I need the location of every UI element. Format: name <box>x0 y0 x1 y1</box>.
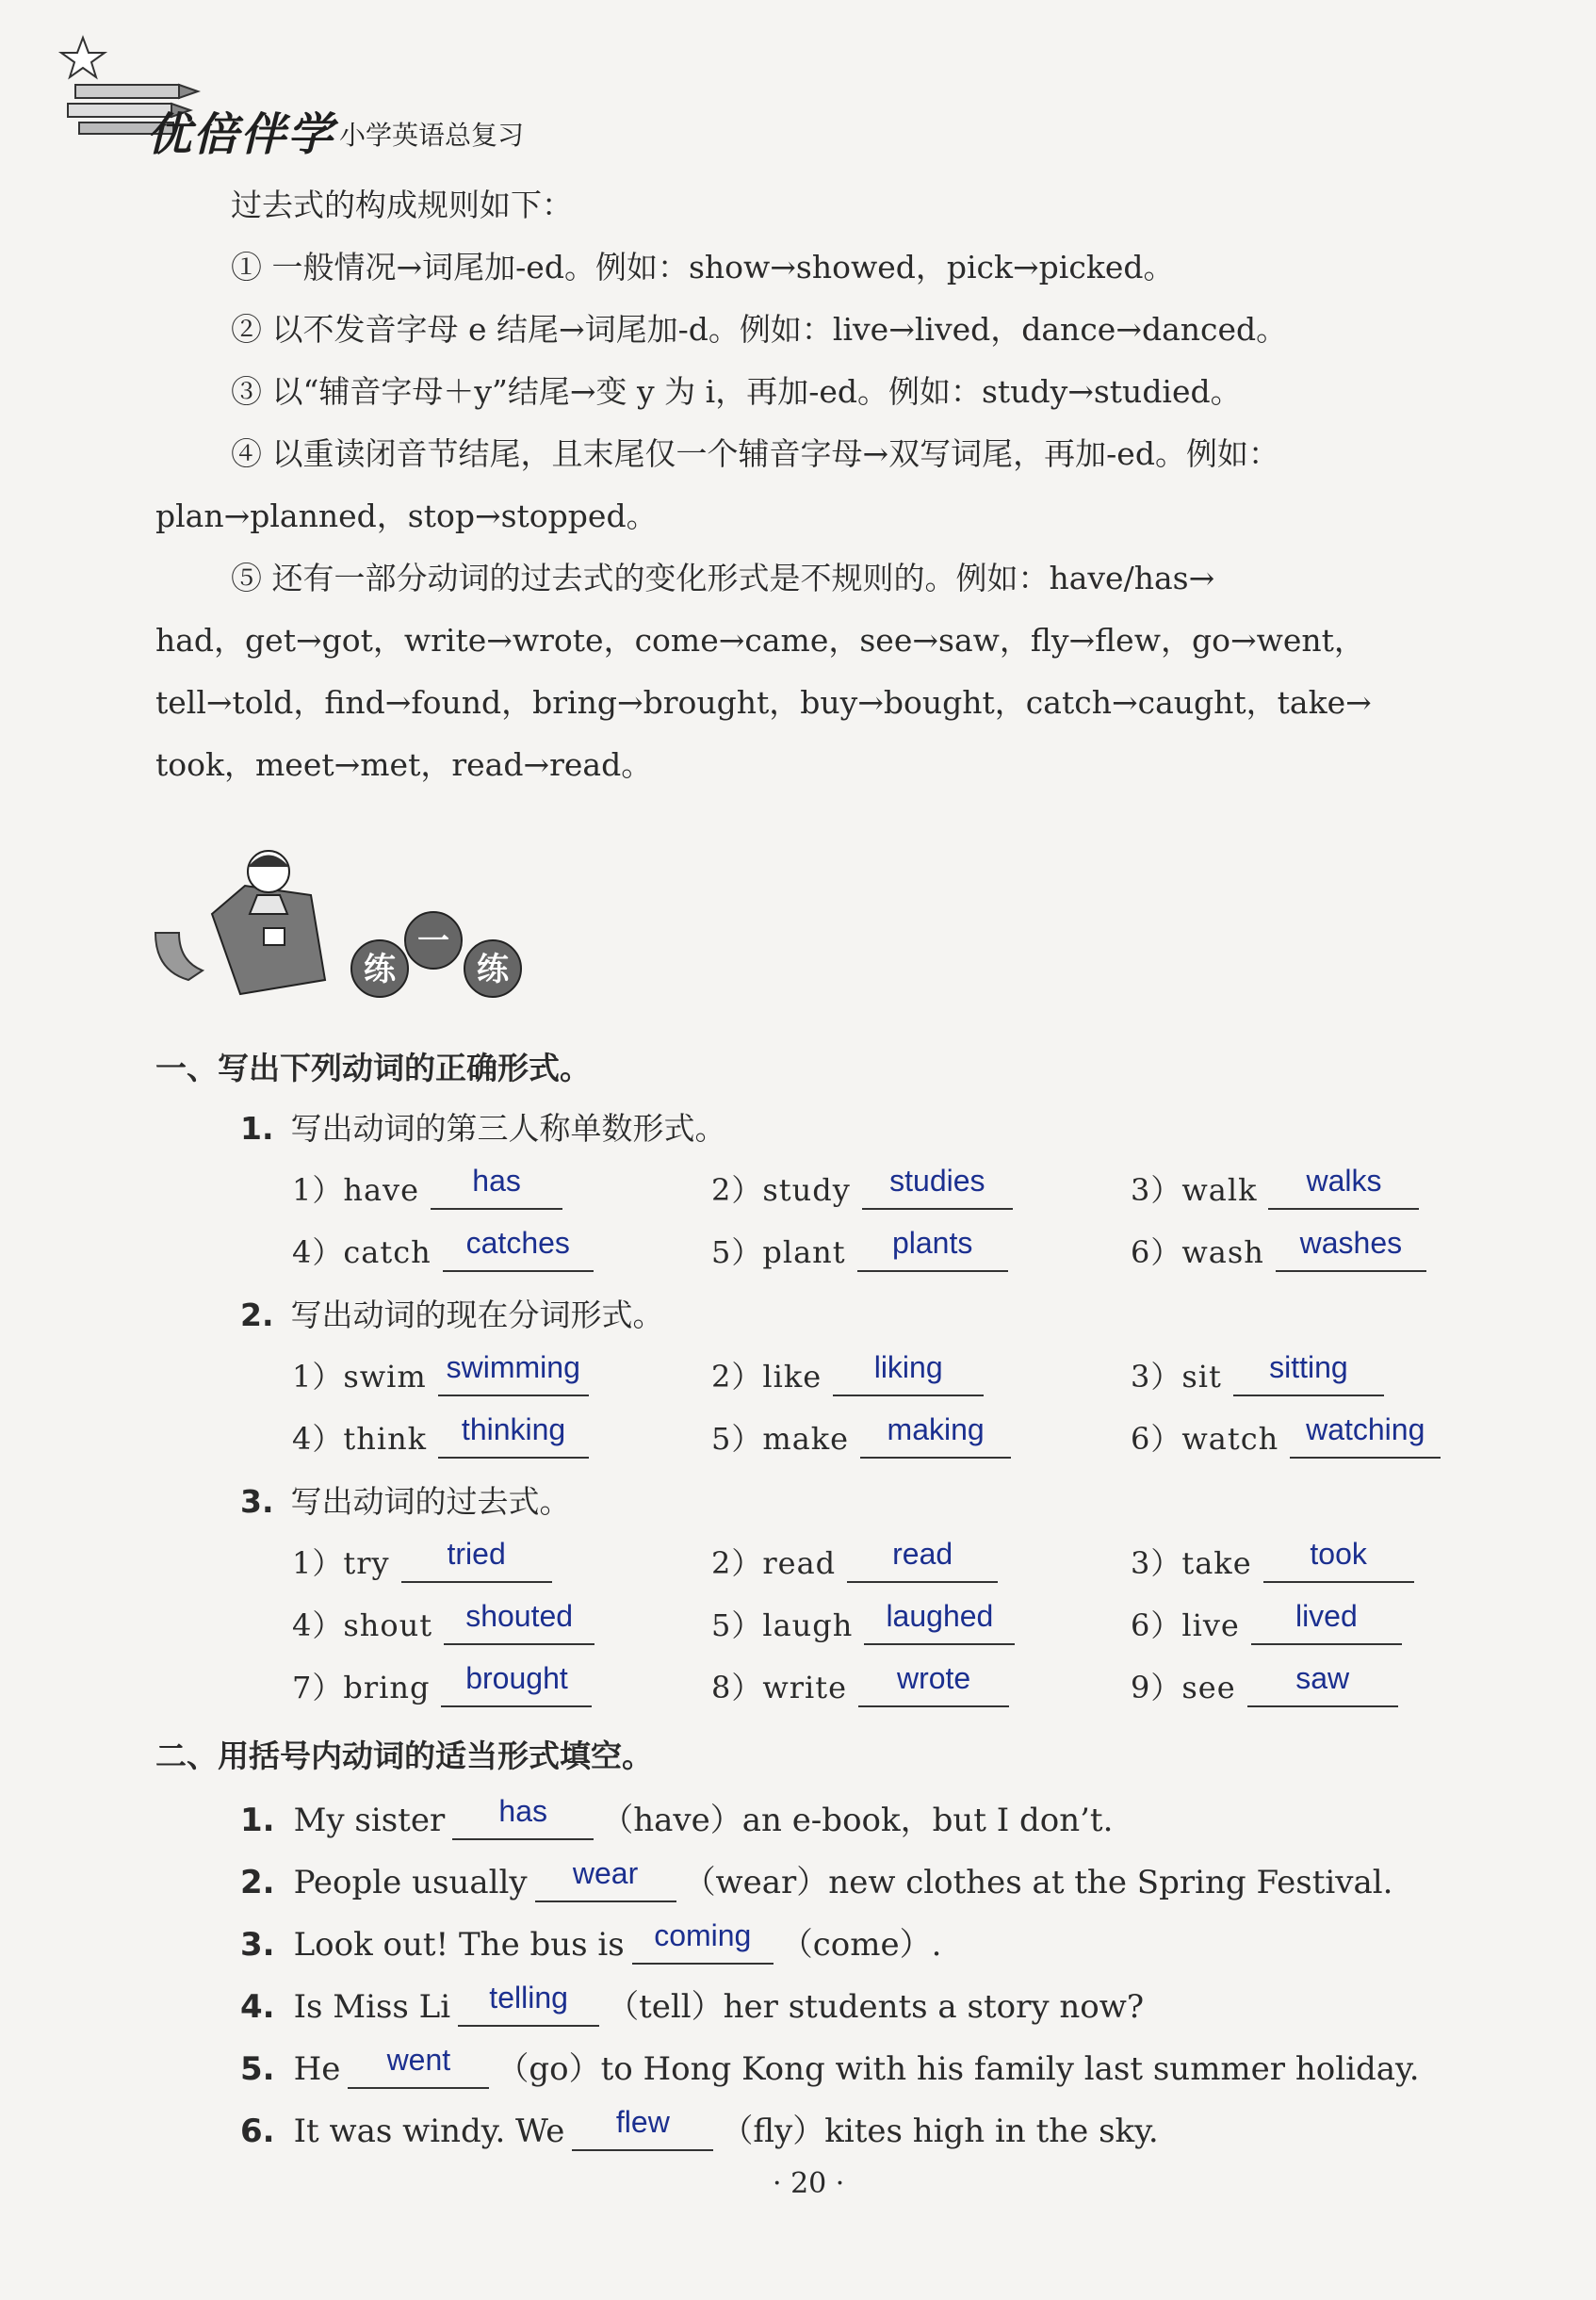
answer-blank[interactable]: catches <box>443 1229 594 1272</box>
rule-5-cont-2: tell→told，find→found，bring→brought，buy→bought，catch→caught，take→ <box>155 684 1372 721</box>
answer-blank[interactable]: went <box>348 2046 489 2089</box>
sentence-item: 3. Look out! The bus is coming （come）. <box>240 1918 942 1964</box>
part-1-number: 1. <box>240 1110 274 1147</box>
rule-5: ⑤ 还有一部分动词的过去式的变化形式是不规则的。例如：have/has→ <box>231 560 1215 596</box>
part-1-text: 写出动词的第三人称单数形式。 <box>290 1110 726 1147</box>
exercise-row <box>292 1166 1479 1223</box>
rule-4: ④ 以重读闭音节结尾，且末尾仅一个辅音字母→双写词尾，再加-ed。例如： <box>231 435 1279 472</box>
answer-blank[interactable]: has <box>431 1166 562 1210</box>
page-number: · 20 · <box>773 2167 845 2200</box>
answer-blank[interactable]: plants <box>857 1229 1008 1272</box>
answer-blank[interactable]: took <box>1263 1540 1414 1583</box>
rule-1: ① 一般情况→词尾加-ed。例如：show→showed，pick→picked。 <box>231 249 1175 285</box>
answer-blank[interactable]: telling <box>458 1983 599 2027</box>
answer-blank[interactable]: sitting <box>1233 1353 1384 1396</box>
answer-blank[interactable]: liking <box>833 1353 984 1396</box>
rule-5-cont-3: took，meet→met，read→read。 <box>155 746 653 783</box>
exercise-item: 6）wash washes <box>1131 1229 1426 1272</box>
rule-2: ② 以不发音字母 e 结尾→词尾加-d。例如：live→lived，dance→danced。 <box>231 311 1288 348</box>
answer-blank[interactable]: coming <box>632 1921 774 1965</box>
answer-blank[interactable]: wear <box>535 1859 676 1902</box>
exercise-item: 2）read read <box>711 1540 998 1583</box>
practice-char-1: 练 <box>364 951 396 988</box>
answer-blank[interactable]: lived <box>1251 1602 1402 1645</box>
exercise-item: 1）have has <box>292 1166 562 1210</box>
answer-blank[interactable]: watching <box>1290 1415 1441 1459</box>
sentence-item: 2. People usually wear （wear）new clothes at the Spring Festival. <box>240 1856 1393 1901</box>
rule-5-cont-1: had，get→got，write→wrote，come→came，see→saw，fly→flew，go→went， <box>155 622 1365 659</box>
exercise-item: 4）shout shouted <box>292 1602 594 1645</box>
brand-title: 优倍伴学 <box>146 108 335 161</box>
book-subtitle: 小学英语总复习 <box>339 120 525 151</box>
exercise-item: 5）plant plants <box>711 1229 1008 1272</box>
part-2-title <box>240 1291 664 1335</box>
rules-intro: 过去式的构成规则如下： <box>231 187 573 223</box>
practice-char-2: 一 <box>417 922 449 960</box>
exercise-item: 5）make making <box>711 1415 1011 1459</box>
sentence-item: 5. He went （go）to Hong Kong with his family last summer holiday. <box>240 2043 1420 2088</box>
part-1-title <box>240 1104 726 1149</box>
exercise-item: 1）try tried <box>292 1540 552 1583</box>
answer-blank[interactable]: thinking <box>438 1415 589 1459</box>
exercise-item: 6）live lived <box>1131 1602 1402 1645</box>
part-3-text: 写出动词的过去式。 <box>290 1483 571 1520</box>
exercise-row <box>292 1350 1479 1410</box>
answer-blank[interactable]: studies <box>862 1166 1013 1210</box>
answer-blank[interactable]: swimming <box>438 1353 589 1396</box>
practice-title <box>351 912 521 997</box>
answer-blank[interactable]: shouted <box>444 1602 594 1645</box>
exercise-item: 3）sit sitting <box>1131 1353 1384 1396</box>
exercise-row <box>292 1537 1479 1596</box>
exercise-item: 8）write wrote <box>711 1664 1009 1707</box>
answer-blank[interactable]: flew <box>572 2108 713 2151</box>
exercise-item: 6）watch watching <box>1131 1415 1441 1459</box>
answer-blank[interactable]: has <box>452 1797 594 1840</box>
sentence-item: 6. It was windy. We flew （fly）kites high in the sky. <box>240 2105 1159 2150</box>
answer-blank[interactable]: walks <box>1268 1166 1419 1210</box>
exercise-item: 3）walk walks <box>1131 1166 1419 1210</box>
sentence-item: 1. My sister has （have）an e-book，but I don’t. <box>240 1794 1114 1839</box>
answer-blank[interactable]: making <box>860 1415 1011 1459</box>
answer-blank[interactable]: brought <box>441 1664 592 1707</box>
exercise-item: 2）study studies <box>711 1166 1013 1210</box>
practice-banner <box>146 829 542 1018</box>
part-3-number: 3. <box>240 1483 274 1520</box>
part-3-title <box>240 1477 571 1522</box>
rule-4-cont: plan→planned，stop→stopped。 <box>155 498 658 534</box>
part-2-text: 写出动词的现在分词形式。 <box>290 1297 664 1333</box>
section-2-title: 二、用括号内动词的适当形式填空。 <box>155 1737 653 1774</box>
exercise-row <box>292 1599 1479 1658</box>
sentence-item: 4. Is Miss Li telling （tell）her students a story now? <box>240 1981 1145 2026</box>
section-1-title: 一、写出下列动词的正确形式。 <box>155 1050 591 1086</box>
answer-blank[interactable]: wrote <box>858 1664 1009 1707</box>
answer-blank[interactable]: laughed <box>864 1602 1015 1645</box>
exercise-item: 7）bring brought <box>292 1664 592 1707</box>
answer-blank[interactable]: tried <box>401 1540 552 1583</box>
exercise-item: 9）see saw <box>1131 1664 1398 1707</box>
girl-on-house-illustration-icon <box>155 851 325 994</box>
exercise-item: 1）swim swimming <box>292 1353 589 1396</box>
page-header <box>57 28 716 160</box>
exercise-row <box>292 1412 1479 1472</box>
answer-blank[interactable]: saw <box>1247 1664 1398 1707</box>
answer-blank[interactable]: read <box>847 1540 998 1583</box>
exercise-item: 3）take took <box>1131 1540 1414 1583</box>
exercise-item: 4）catch catches <box>292 1229 594 1272</box>
past-tense-rules <box>155 174 1456 796</box>
exercise-row <box>292 1661 1479 1721</box>
practice-char-3: 练 <box>477 951 509 988</box>
exercise-item: 4）think thinking <box>292 1415 589 1459</box>
exercise-row <box>292 1226 1479 1285</box>
exercise-item: 2）like liking <box>711 1353 984 1396</box>
answer-blank[interactable]: washes <box>1276 1229 1426 1272</box>
rule-3: ③ 以“辅音字母＋y”结尾→变 y 为 i，再加-ed。例如：study→studied。 <box>231 373 1242 410</box>
exercise-item: 5）laugh laughed <box>711 1602 1015 1645</box>
part-2-number: 2. <box>240 1297 274 1333</box>
